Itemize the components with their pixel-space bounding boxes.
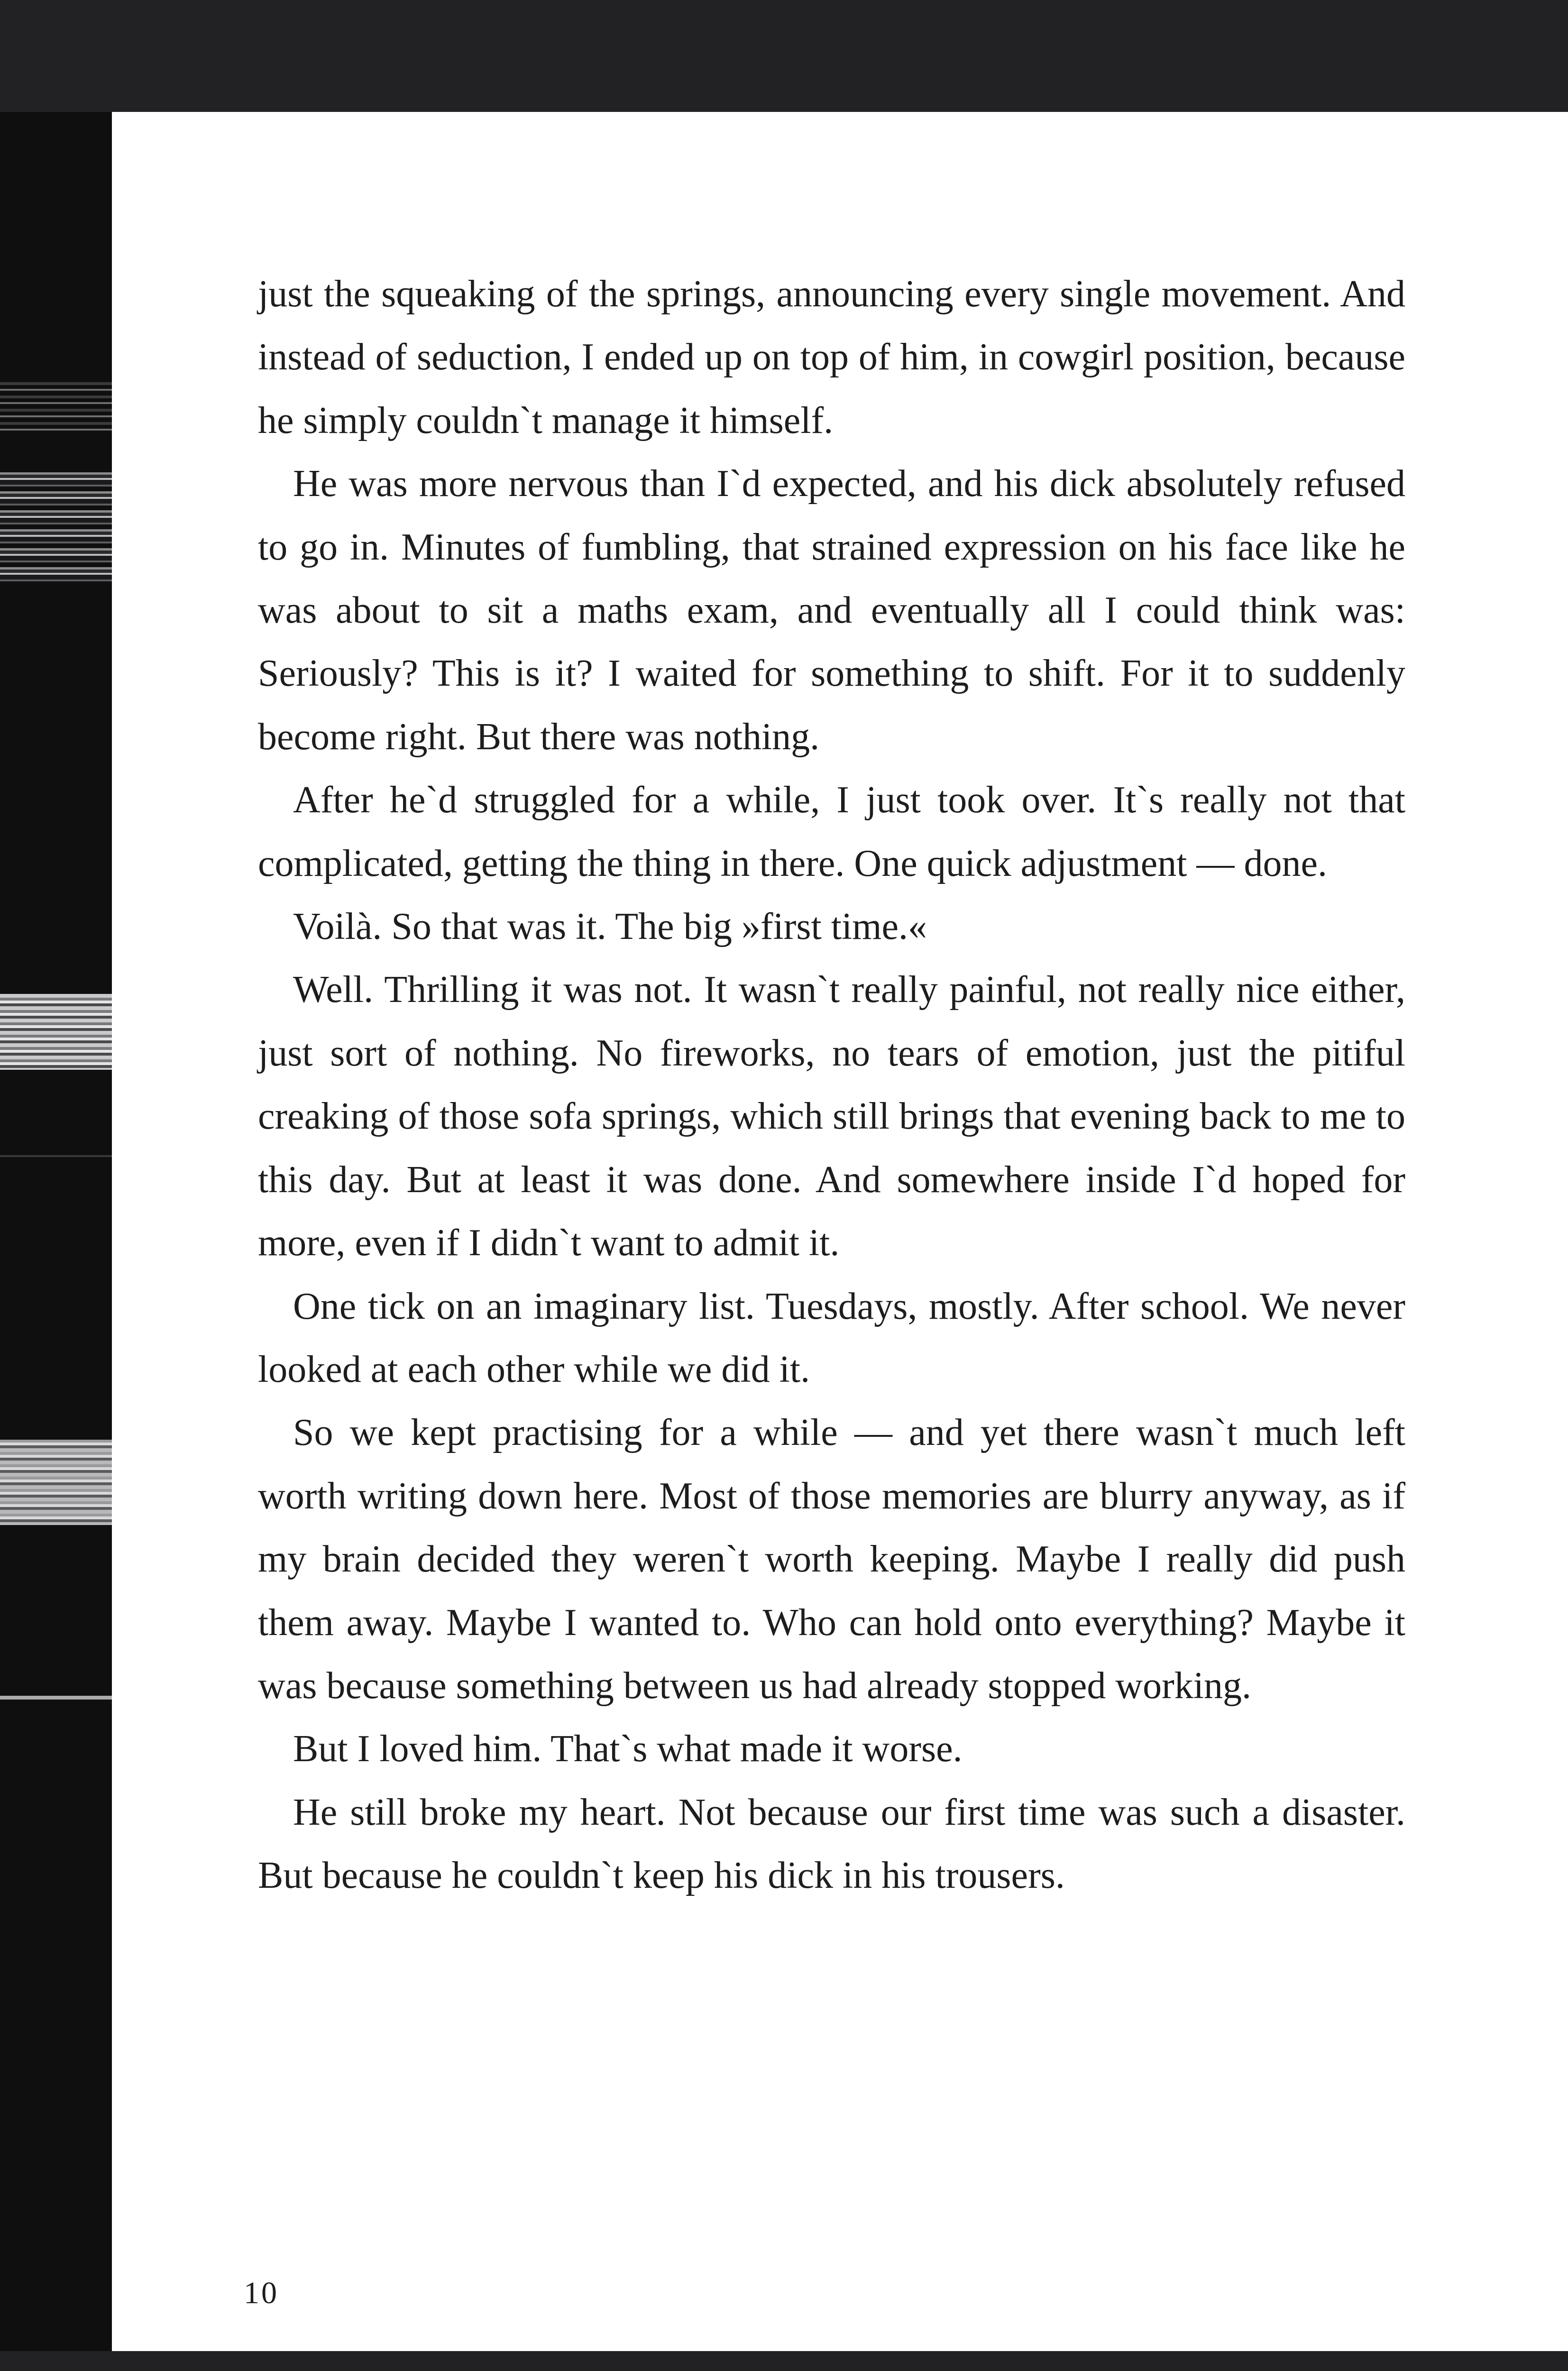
glitch-artifact: [0, 1696, 112, 1700]
paragraph: After he`d struggled for a while, I just took over. It`s really not that complicated, getting the thing in there. One quick adjustment — done.: [258, 779, 1405, 884]
glitch-artifact: [0, 994, 112, 1070]
glitch-artifact: [0, 472, 112, 586]
glitch-artifact: [0, 1155, 112, 1157]
paragraph: He still broke my heart. Not because our first time was such a disaster. But because he couldn`t keep his dick in his trousers.: [258, 1791, 1405, 1897]
paragraph: So we kept practising for a while — and yet there wasn`t much left worth writing down here. Most of those memories are blurry anyway, as if my brain decided they weren`t worth keeping. Maybe I really did push them away. Maybe I wanted to. Who can hold onto everything? Maybe it was because something between us had already stopped working.: [258, 1412, 1405, 1707]
body-text: [258, 263, 1405, 1908]
paragraph: Well. Thrilling it was not. It wasn`t really painful, not really nice either, just sort of nothing. No fireworks, no tears of emotion, just the pitiful creaking of those sofa springs, which still brings that evening back to me to this day. But at least it was done. And somewhere inside I`d hoped for more, even if I didn`t want to admit it.: [258, 969, 1405, 1264]
page-number: 10: [244, 2276, 279, 2310]
glitch-artifact: [0, 382, 112, 434]
left-glitch-strip: [0, 112, 112, 2351]
top-dark-band: [0, 0, 1568, 112]
paragraph: He was more nervous than I`d expected, and his dick absolutely refused to go in. Minutes of fumbling, that strained expression on his face like he was about to sit a maths exam, and eventually all I could think was: Seriously? This is it? I waited for something to shift. For it to suddenly become right. But there was nothing.: [258, 463, 1405, 758]
paragraph: But I loved him. That`s what made it worse.: [293, 1728, 963, 1770]
paragraph: One tick on an imaginary list. Tuesdays, mostly. After school. We never looked at each other while we did it.: [258, 1285, 1405, 1390]
paragraph: just the squeaking of the springs, announcing every single movement. And instead of seduction, I ended up on top of him, in cowgirl position, because he simply couldn`t manage it himself.: [258, 273, 1405, 441]
bottom-dark-band: [0, 2351, 1568, 2371]
book-page: [112, 112, 1568, 2351]
glitch-artifact: [0, 1440, 112, 1525]
paragraph: Voilà. So that was it. The big »first time.«: [293, 906, 927, 948]
